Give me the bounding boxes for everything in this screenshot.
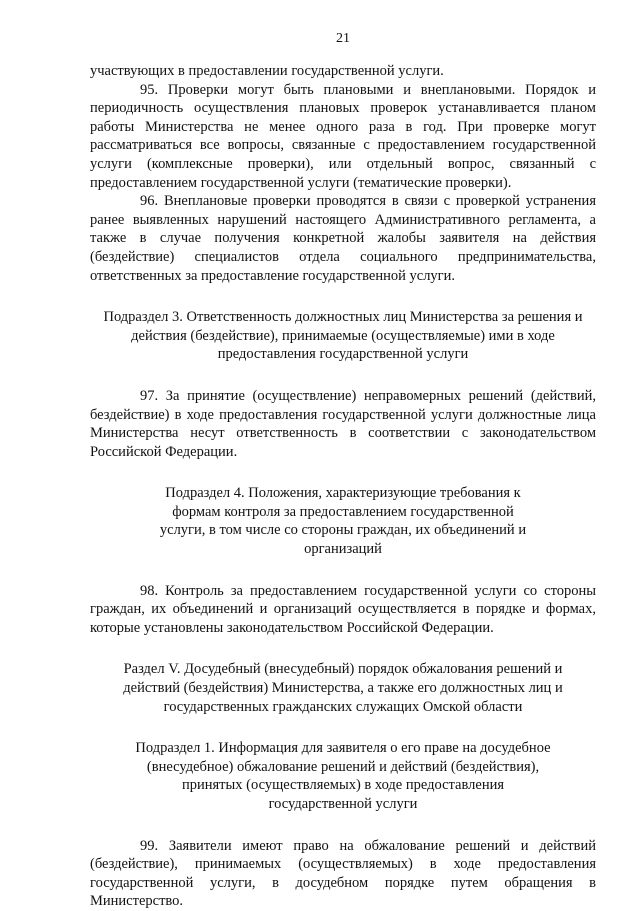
document-page xyxy=(90,30,596,911)
section-5-heading: Раздел V. Досудебный (внесудебный) порядок обжалования решений и действий (бездействия) Министерства, а также его должностных лиц и государственных гражданских служащих Омской области xyxy=(123,661,563,715)
paragraph-97: 97. За принятие (осуществление) неправомерных решений (действий, бездействие) в ходе предоставления государственной услуги должностные лица Министерства несут ответственность в соответствии с законодательством Российской Федерации. xyxy=(90,387,596,460)
subsection-3-heading: Подраздел 3. Ответственность должностных лиц Министерства за решения и действия (бездействие), принимаемые (осуществляемые) ими в ходе предоставления государственной услуги xyxy=(103,309,583,363)
paragraph-96: 96. Внеплановые проверки проводятся в связи с проверкой устранения ранее выявленных нарушений настоящего Административного регламента, а также в случае получения конкретной жалобы заявителя на действия (бездействие) специалистов отдела социального предпринимательства, ответственных за предоставление государственной услуги. xyxy=(90,193,596,284)
paragraph-continuation: участвующих в предоставлении государственной услуги. xyxy=(90,63,444,79)
paragraph-99: 99. Заявители имеют право на обжалование решений и действий (бездействие), принимаемых (осуществляемых) в ходе предоставления государственной услуги, в досудебном порядке путем обращения в Министерство. xyxy=(90,837,596,910)
paragraph-98: 98. Контроль за предоставлением государственной услуги со стороны граждан, их объединений и организаций осуществляется в порядке и формах, которые установлены законодательством Российской Федерации. xyxy=(90,582,596,636)
subsection-1-heading: Подраздел 1. Информация для заявителя о его праве на досудебное (внесудебное) обжалование решений и действий (бездействия), принятых (осуществляемых) в ходе предоставления государственной услуги xyxy=(135,740,551,812)
subsection-4-heading: Подраздел 4. Положения, характеризующие требования к формам контроля за предоставлением государственной услуги, в том числе со стороны граждан, их объединений и организаций xyxy=(159,485,527,558)
page-number: 21 xyxy=(336,31,350,46)
paragraph-95: 95. Проверки могут быть плановыми и внеплановыми. Порядок и периодичность осуществления плановых проверок устанавливается планом работы Министерства не менее одного раза в год. При проверке могут рассматриваться все вопросы, связанные с предоставлением государственной услуги (комплексные проверки), или отдельный вопрос, связанный с предоставлением государственной услуги (тематические проверки). xyxy=(90,81,596,191)
